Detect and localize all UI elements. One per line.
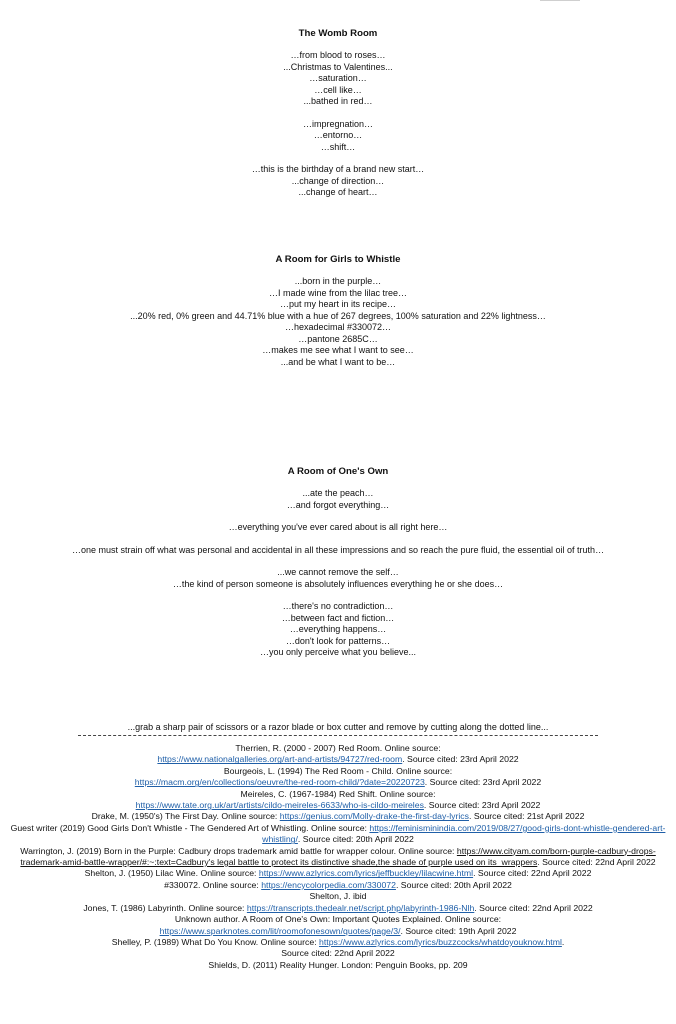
poem-line: …the kind of person someone is absolutely influences everything he or she does… — [172, 578, 504, 589]
reference-text: . Source cited: 20th April 2022 — [395, 879, 512, 890]
cut-instruction — [0, 722, 676, 734]
poem-line: ...20% red, 0% green and 44.71% blue with a hue of 267 degrees, 100% saturation and 22% lightness… — [130, 310, 546, 321]
poem-line: …and forgot everything… — [286, 499, 390, 510]
stanza-break — [0, 511, 676, 522]
reference-text: . Source cited: 23rd April 2022 — [402, 754, 519, 765]
poem-line: …there's no contradiction… — [282, 601, 394, 611]
poem-line: …don't look for patterns… — [285, 635, 391, 646]
reference-link[interactable]: https://encycolorpedia.com/330072 — [261, 879, 396, 890]
reference-entry — [0, 811, 676, 822]
stanza-break — [0, 108, 676, 119]
poem-line: …everything happens… — [289, 624, 387, 634]
poem-line: …this is the birthday of a brand new start… — [251, 164, 425, 174]
reference-entry — [0, 926, 676, 937]
reference-entry — [0, 903, 676, 914]
reference-text: . Source cited: 22nd April 2022 — [474, 902, 593, 913]
page-top-rule — [540, 0, 580, 1]
poem-line: …entorno… — [313, 130, 363, 140]
reference-entry — [0, 868, 676, 879]
poem-line: …between fact and fiction… — [281, 612, 395, 623]
cut-instruction-text: ...grab a sharp pair of scissors or a razor blade or box cutter and remove by cutting along the dotted line... — [127, 722, 549, 732]
poem-line: …hexadecimal #330072… — [284, 322, 392, 332]
stanza-break — [0, 534, 676, 545]
reference-text: . Source cited: 21st April 2022 — [469, 811, 585, 822]
reference-text: Meireles, C. (1967-1984) Red Shift. Online source: — [240, 788, 436, 799]
reference-text: Shelton, J. ibid — [309, 891, 367, 902]
poem-line: ...ate the peach… — [302, 488, 374, 498]
reference-link[interactable]: https://transcripts.thedealr.net/script.php/labyrinth-1986-Nlh — [246, 902, 475, 913]
poem-lines — [0, 488, 676, 659]
poem-line: …impregnation… — [302, 118, 374, 129]
reference-entry — [0, 754, 676, 765]
reference-link[interactable]: https://macm.org/en/collections/oeuvre/the-red-room-child/?date=20220723 — [134, 777, 425, 788]
reference-text: Source cited: 22nd April 2022 — [281, 948, 395, 959]
reference-entry — [0, 948, 676, 959]
poem-title: The Womb Room — [298, 28, 378, 39]
reference-text: . Source cited: 22nd April 2022 — [473, 868, 592, 879]
reference-link[interactable]: https://www.cityam.com/born-purple-cadbury-drops-trademark-amid-battle-wrapper/#:~:text=Cadbury's legal battle to protect its distinctive shade,the shade of purple used on its_wrappers — [20, 845, 656, 868]
poem-lines — [0, 50, 676, 199]
reference-entry — [0, 846, 676, 869]
reference-entry — [0, 960, 676, 971]
reference-text: . Source cited: 20th April 2022 — [297, 834, 414, 845]
poem-line: …makes me see what I want to see… — [262, 345, 414, 355]
reference-entry — [0, 800, 676, 811]
poem-line: …cell like… — [314, 84, 362, 95]
reference-text: . Source cited: 22nd April 2022 — [537, 857, 656, 868]
girls-whistle-poem — [0, 254, 676, 368]
reference-text: Jones, T. (1986) Labyrinth. Online source: — [83, 902, 247, 913]
references-list — [0, 743, 676, 971]
reference-entry — [0, 914, 676, 925]
reference-text: Bourgeois, L. (1994) The Red Room - Child. Online source: — [223, 765, 453, 776]
poem-line: ...bathed in red… — [303, 96, 373, 106]
reference-text: #330072. Online source: — [164, 879, 262, 890]
reference-link[interactable]: https://genius.com/Molly-drake-the-first-day-lyrics — [279, 811, 469, 822]
poem-title: A Room for Girls to Whistle — [275, 254, 401, 265]
poem-lines — [0, 276, 676, 368]
poem-line: ...and be what I want to be… — [280, 356, 396, 367]
stanza-break — [0, 556, 676, 567]
reference-entry — [0, 766, 676, 777]
poem-line: …saturation… — [309, 73, 367, 83]
poem-line: …you only perceive what you believe... — [259, 647, 417, 657]
reference-text: Shelley, P. (1989) What Do You Know. Online source: — [111, 936, 320, 947]
reference-text: Drake, M. (1950's) The First Day. Online source: — [91, 811, 280, 822]
poem-line: …put my heart in its recipe… — [279, 299, 397, 309]
reference-text: . — [561, 936, 565, 947]
poem-line: …shift… — [320, 141, 356, 152]
reference-text: Guest writer (2019) Good Girls Don't Whistle - The Gendered Art of Whistling. Online source: — [10, 822, 370, 833]
reference-text: . Source cited: 19th April 2022 — [400, 925, 517, 936]
reference-link[interactable]: https://www.azlyrics.com/lyrics/buzzcocks/whatdoyouknow.html — [319, 936, 562, 947]
poem-title: A Room of One's Own — [287, 466, 389, 477]
reference-entry — [0, 777, 676, 788]
poem-line: ...change of direction… — [291, 175, 385, 186]
dotted-cut-line — [78, 735, 598, 736]
reference-link[interactable]: https://feminisminindia.com/2019/08/27/good-girls-dont-whistle-gendered-art-whistling/ — [262, 822, 666, 845]
womb-room-poem — [0, 28, 676, 199]
reference-link[interactable]: https://www.sparknotes.com/lit/roomofonesown/quotes/page/3/ — [159, 925, 401, 936]
poem-line: …pantone 2685C… — [298, 333, 378, 344]
reference-text: Unknown author. A Room of One's Own: Important Quotes Explained. Online source: — [174, 914, 502, 925]
reference-text: Shields, D. (2011) Reality Hunger. London: Penguin Books, pp. 209 — [208, 959, 468, 970]
reference-text: . Source cited: 23rd April 2022 — [424, 777, 542, 788]
reference-entry — [0, 823, 676, 846]
poem-line: …from blood to roses… — [290, 50, 386, 60]
reference-link[interactable]: https://www.tate.org.uk/art/artists/cildo-meireles-6633/who-is-cildo-meireles — [135, 800, 424, 811]
reference-text: . Source cited: 23rd April 2022 — [423, 800, 541, 811]
reference-text: Shelton, J. (1950) Lilac Wine. Online source: — [84, 868, 259, 879]
reference-entry — [0, 937, 676, 948]
poem-line: …everything you've ever cared about is all right here… — [228, 522, 448, 532]
poem-line: …one must strain off what was personal and accidental in all these impressions and so reach the pure fluid, the essential oil of truth… — [71, 544, 605, 555]
reference-entry — [0, 743, 676, 754]
poem-line: ...we cannot remove the self… — [277, 567, 399, 577]
poem-line: …I made wine from the lilac tree… — [268, 287, 408, 298]
stanza-break — [0, 590, 676, 601]
poem-line: ...born in the purple… — [294, 276, 382, 286]
stanza-break — [0, 153, 676, 164]
reference-text: Warrington, J. (2019) Born in the Purple: Cadbury drops trademark amid battle for wrapper colour. Online source: — [20, 845, 457, 856]
reference-entry — [0, 789, 676, 800]
reference-link[interactable]: https://www.azlyrics.com/lyrics/jeffbuckley/lilacwine.html — [258, 868, 474, 879]
reference-entry — [0, 891, 676, 902]
reference-entry — [0, 880, 676, 891]
room-of-ones-own-poem — [0, 466, 676, 659]
reference-link[interactable]: https://www.nationalgalleries.org/art-and-artists/94727/red-room — [157, 754, 403, 765]
reference-text: Therrien, R. (2000 - 2007) Red Room. Online source: — [235, 743, 441, 753]
poem-line: ...change of heart… — [298, 187, 378, 197]
poem-line: ...Christmas to Valentines... — [283, 61, 393, 72]
